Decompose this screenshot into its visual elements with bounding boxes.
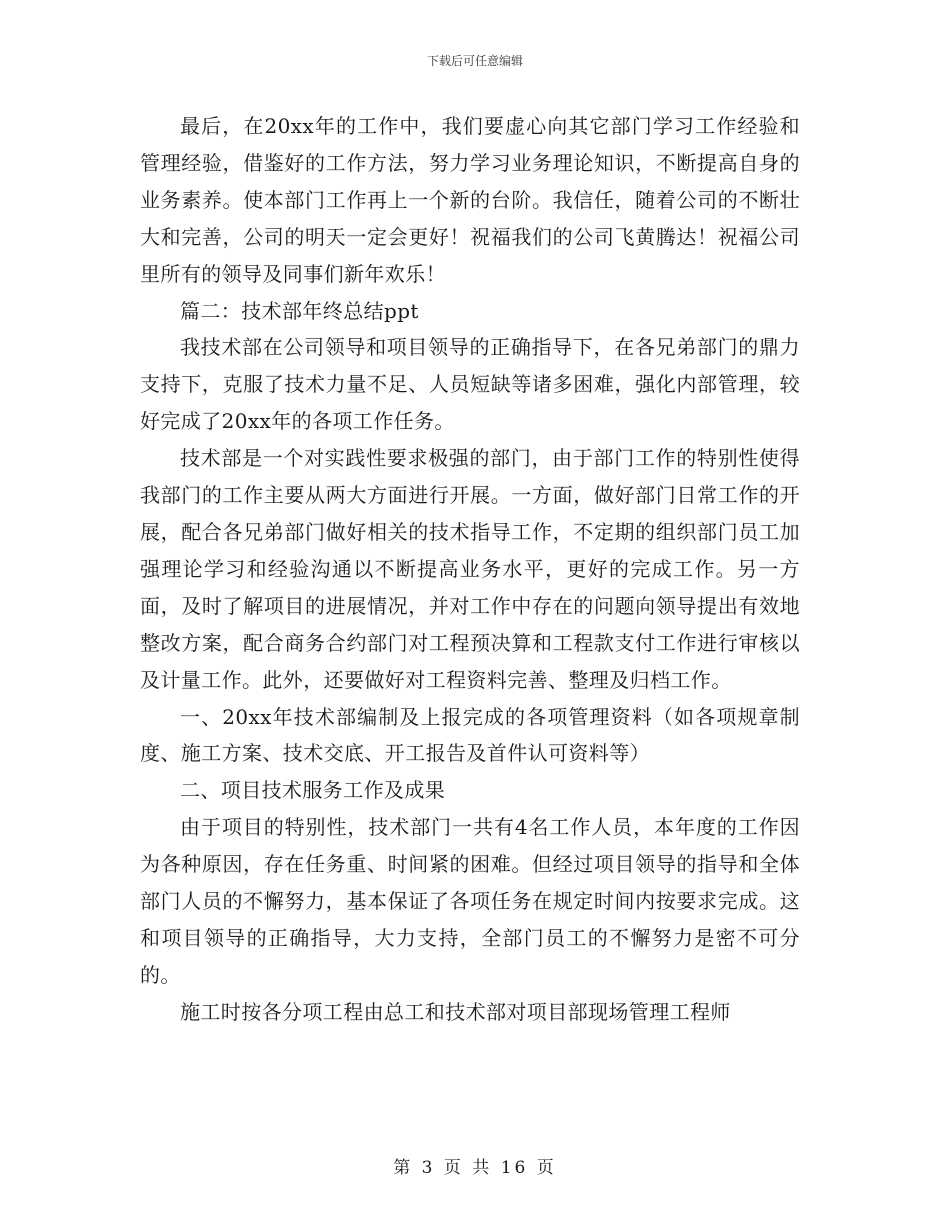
paragraph-department-overview: 技术部是一个对实践性要求极强的部门，由于部门工作的特别性使得我部门的工作主要从两大方面进行开展。一方面，做好部门日常工作的开展，配合各兄弟部门做好相关的技术指导工作，不定期的组织部门员工加强理论学习和经验沟通以不断提高业务水平，更好的完成工作。另一方面，及时了解项目的进展情况，并对工作中存在的问题向领导提出有效地整改方案，配合商务合约部门对工程预决算和工程款支付工作进行审核以及计量工作。此外，还要做好对工程资料完善、整理及归档工作。: [140, 446, 800, 692]
paragraph-construction: 施工时按各分项工程由总工和技术部对项目部现场管理工程师: [180, 999, 731, 1024]
section-title-part-two: 篇二：技术部年终总结ppt: [180, 298, 419, 323]
paragraph-staff: 由于项目的特别性，技术部门一共有4名工作人员，本年度的工作因为各种原因，存在任务重、时间紧的困难。但经过项目领导的指导和全体部门人员的不懈努力，基本保证了各项任务在规定时间内按要求完成。这和项目领导的正确指导，大力支持，全部门员工的不懈努力是密不可分的。: [140, 815, 800, 987]
heading-item-one: 一、20xx年技术部编制及上报完成的各项管理资料（如各项规章制度、施工方案、技术交底、开工报告及首件认可资料等）: [140, 704, 800, 766]
page-header: 下载后可任意编辑: [426, 54, 523, 68]
paragraph-closing: 最后，在20xx年的工作中，我们要虚心向其它部门学习工作经验和管理经验，借鉴好的工作方法，努力学习业务理论知识，不断提高自身的业务素养。使本部门工作再上一个新的台阶。我信任，随着公司的不断壮大和完善，公司的明天一定会更好！祝福我们的公司飞黄腾达！祝福公司里所有的领导及同事们新年欢乐！: [140, 114, 800, 286]
page-footer: 第 3 页 共 16 页: [393, 1158, 557, 1178]
document-body: [140, 108, 800, 1031]
heading-item-two: 二、项目技术服务工作及成果: [180, 778, 446, 803]
paragraph-intro: 我技术部在公司领导和项目领导的正确指导下，在各兄弟部门的鼎力支持下，克服了技术力量不足、人员短缺等诸多困难，强化内部管理，较好完成了20xx年的各项工作任务。: [140, 335, 800, 434]
